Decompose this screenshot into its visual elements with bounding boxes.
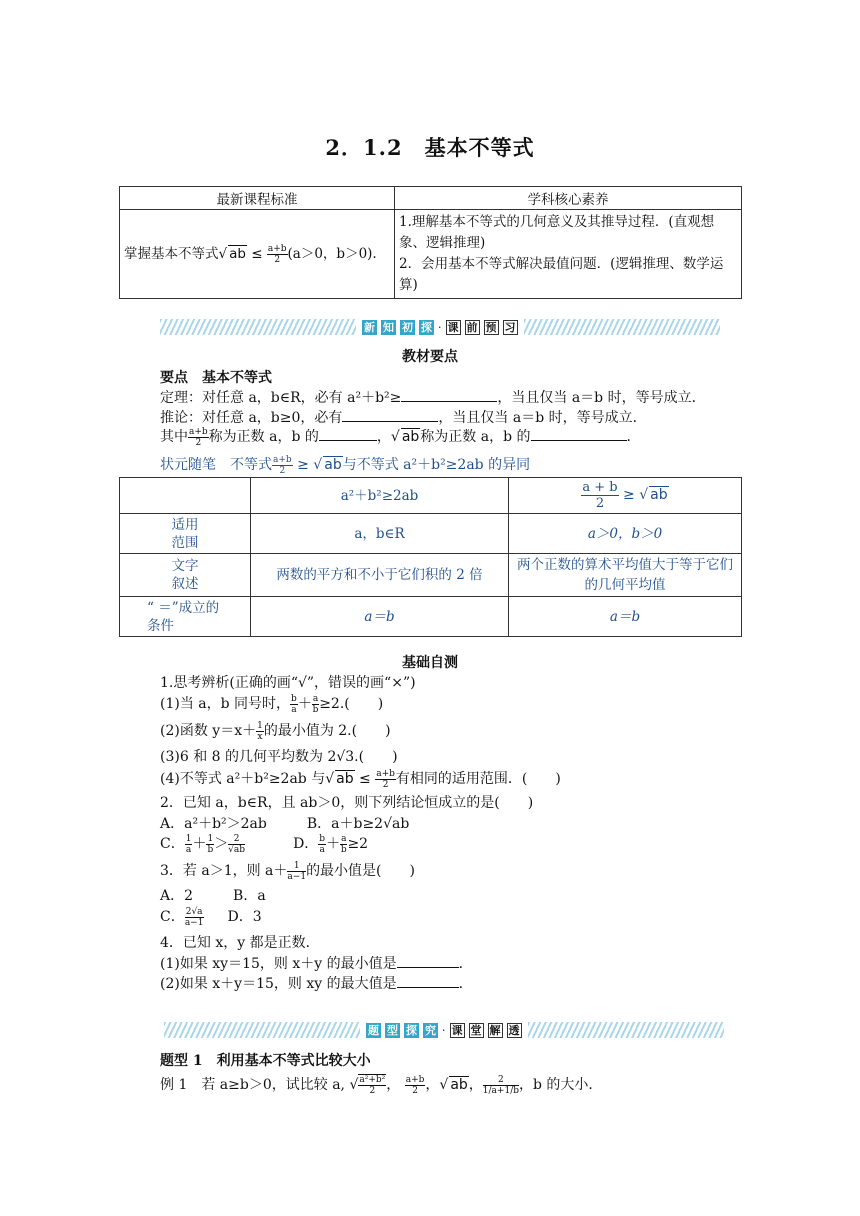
question-3: 3．若 a＞1，则 a＋ $\frac{1}{a-1}$ 的最小值是( ) <box>160 860 415 882</box>
definition-line: 其中 $\frac{a+b}{2}$ 称为正数 a，b 的 ，√ ab称为正数 a，b 的 ． <box>160 426 641 448</box>
question-type-1-heading: 题型 1 利用基本不等式比较大小 <box>160 1053 371 1069</box>
standards-header-left: 最新课程标准 <box>120 187 395 210</box>
standards-left-cell: 掌握基本不等式√ ab ≤ $\frac{a+b}{2}$ (a＞0，b＞0). <box>120 210 395 299</box>
compare-row-3-c2: a＝b <box>509 597 742 637</box>
section-heading-textbook: 教材要点 <box>402 349 458 365</box>
comparison-table <box>119 477 742 637</box>
question-1-4: (4)不等式 a²＋b²≥2ab 与√ ab ≤ $\frac{a+b}{2}$ 有相同的适用范围．( ) <box>160 768 561 790</box>
question-1-2: (2)函数 y＝x＋ $\frac{1}{x}$ 的最小值为 2.( ) <box>160 720 391 742</box>
standards-item-2: 2．会用基本不等式解决最值问题．(逻辑推理、数学运算) <box>399 256 724 293</box>
question-1: 1.思考辨析(正确的画“√”，错误的画“×”) <box>160 675 416 691</box>
section-banner-explore: 题 型 探 究 · 课 堂 解 透 <box>360 1022 528 1038</box>
question-2: 2．已知 a，b∈R，且 ab＞0，则下列结论恒成立的是( ) <box>160 795 534 811</box>
question-4: 4．已知 x，y 都是正数． <box>160 935 320 951</box>
compare-col-2: $\frac{a + b}{2}$ ≥ √ ab <box>509 478 742 514</box>
compare-col-1: a²＋b²≥2ab <box>251 478 509 514</box>
question-2-options-ab: A．a²＋b²＞2ab B．a＋b≥2√ab <box>160 816 410 832</box>
question-4-2: (2)如果 x＋y＝15，则 xy 的最大值是 ． <box>160 976 473 992</box>
standards-header-right: 学科核心素养 <box>395 187 742 210</box>
compare-row-label-statement: 文字叙述 <box>120 554 251 597</box>
compare-row-1-c2: a＞0，b＞0 <box>509 514 742 554</box>
question-1-3: (3)6 和 8 的几何平均数为 2√3.( ) <box>160 749 398 765</box>
question-1-1: (1)当 a，b 同号时， $\frac{b}{a}$ ＋ $\frac{a}{b}$ ≥2.( ) <box>160 693 384 715</box>
keypoint-title: 要点 基本不等式 <box>160 370 272 386</box>
scholar-note: 状元随笔 不等式 $\frac{a+b}{2}$ ≥ √ ab与不等式 a²＋b²≥2ab 的异同 <box>160 454 531 476</box>
section-banner-preview: 新 知 初 探 · 课 前 预 习 <box>356 319 524 335</box>
standards-item-1: 1.理解基本不等式的几何意义及其推导过程．(直观想象、逻辑推理) <box>399 214 715 251</box>
question-3-options-cd: C． $\frac{2√a}{a-1}$ D．3 <box>160 906 262 928</box>
compare-row-2-c2: 两个正数的算术平均值大于等于它们的几何平均值 <box>509 554 742 597</box>
standards-table <box>119 186 742 299</box>
question-2-options-cd: C． $\frac{1}{a}$ ＋ $\frac{1}{b}$ ＞ $\frac{2}{√ab}$ D． $\frac{b}{a}$ ＋ $\frac{a}{b}$ ≥2 <box>160 833 369 855</box>
question-4-1: (1)如果 xy＝15，则 x＋y 的最小值是 ． <box>160 956 473 972</box>
question-3-options-ab: A．2 B．a <box>160 888 266 904</box>
compare-row-3-c1: a＝b <box>251 597 509 637</box>
compare-row-label-range: 适用范围 <box>120 514 251 554</box>
theorem-line: 定理：对任意 a，b∈R，必有 a²＋b²≥ ，当且仅当 a＝b 时，等号成立． <box>160 390 706 406</box>
compare-row-label-condition: “ ＝”成立的条件 <box>120 597 251 637</box>
example-1: 例 1 若 a≥b＞0，试比较 a, √ $\frac{\text{a²+b²}}{2}$ ， $\frac{a+b}{2}$ ，√ ab， $\frac{2}{1/a+1/b}$ ，b 的大小． <box>160 1074 603 1096</box>
section-heading-self-test: 基础自测 <box>402 655 458 671</box>
corollary-line: 推论：对任意 a，b≥0，必有 ，当且仅当 a＝b 时，等号成立． <box>160 410 647 426</box>
compare-row-1-c1: a，b∈R <box>251 514 509 554</box>
page-title: 2．1.2 基本不等式 <box>325 135 535 160</box>
standards-right-cell <box>395 210 742 299</box>
compare-row-2-c1: 两数的平方和不小于它们积的 2 倍 <box>251 554 509 597</box>
